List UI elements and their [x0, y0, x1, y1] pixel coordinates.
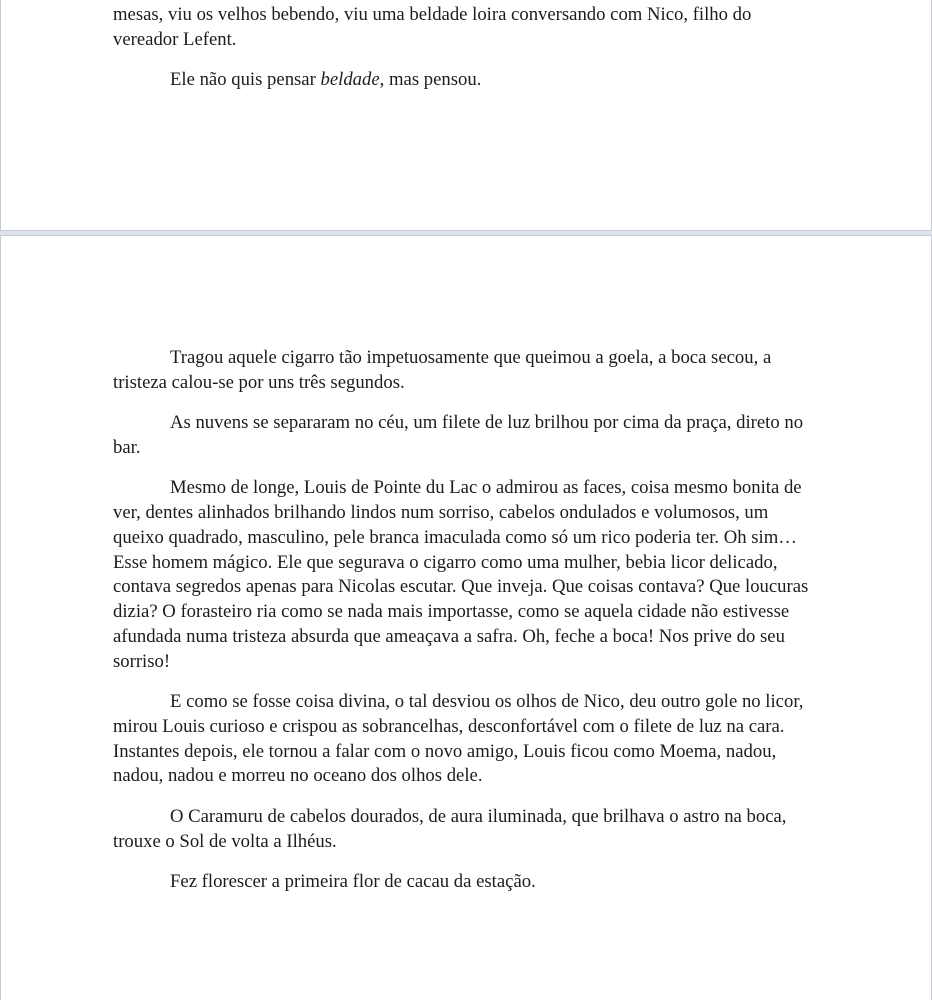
- page-text-block: [113, 3, 813, 108]
- paragraph-text: , mas pensou.: [379, 69, 482, 91]
- paragraph: As nuvens se separaram no céu, um filete de luz brilhou por cima da praça, direto no bar.: [113, 412, 804, 458]
- italic-word: beldade: [320, 69, 380, 91]
- paragraph: Mesmo de longe, Louis de Pointe du Lac o admirou as faces, coisa mesmo bonita de ver, dentes alinhados brilhando lindos num sorriso, cabelos ondulados e volumosos, um queixo quadrado, masculino, pele branca imaculada como só um rico poderia ter. Oh sim… Esse homem mágico. Ele que segurava o cigarro como uma mulher, bebia licor delicado, contava segredos apenas para Nicolas escutar. Que inveja. Que coisas contava? Que loucuras dizia? O forasteiro ria como se nada mais importasse, como se aquela cidade não estivesse afundada numa tristeza absurda que ameaçava a safra. Oh, feche a boca! Nos prive do seu sorriso!: [113, 477, 809, 672]
- paragraph: Fez florescer a primeira flor de cacau da estação.: [170, 870, 536, 892]
- paragraph: [113, 68, 813, 93]
- paragraph: E como se fosse coisa divina, o tal desviou os olhos de Nico, deu outro gole no licor, mirou Louis curioso e crispou as sobrancelhas, desconfortável com o filete de luz na cara. Instantes depois, ele tornou a falar com o novo amigo, Louis ficou como Moema, nadou, nadou, nadou e morreu no oceano dos olhos dele.: [113, 691, 804, 787]
- page-text-block: [113, 346, 813, 910]
- paragraph-text: Ele não quis pensar: [170, 69, 321, 91]
- paragraph: Tragou aquele cigarro tão impetuosamente que queimou a goela, a boca secou, a tristeza calou-se por uns três segundos.: [113, 347, 772, 393]
- document-page-bottom: [0, 235, 932, 1000]
- paragraph-continuation: mesas, viu os velhos bebendo, viu uma beldade loira conversando com Nico, filho do vereador Lefent.: [113, 4, 752, 50]
- document-page-top: [0, 0, 932, 231]
- paragraph: O Caramuru de cabelos dourados, de aura iluminada, que brilhava o astro na boca, trouxe o Sol de volta a Ilhéus.: [113, 805, 787, 852]
